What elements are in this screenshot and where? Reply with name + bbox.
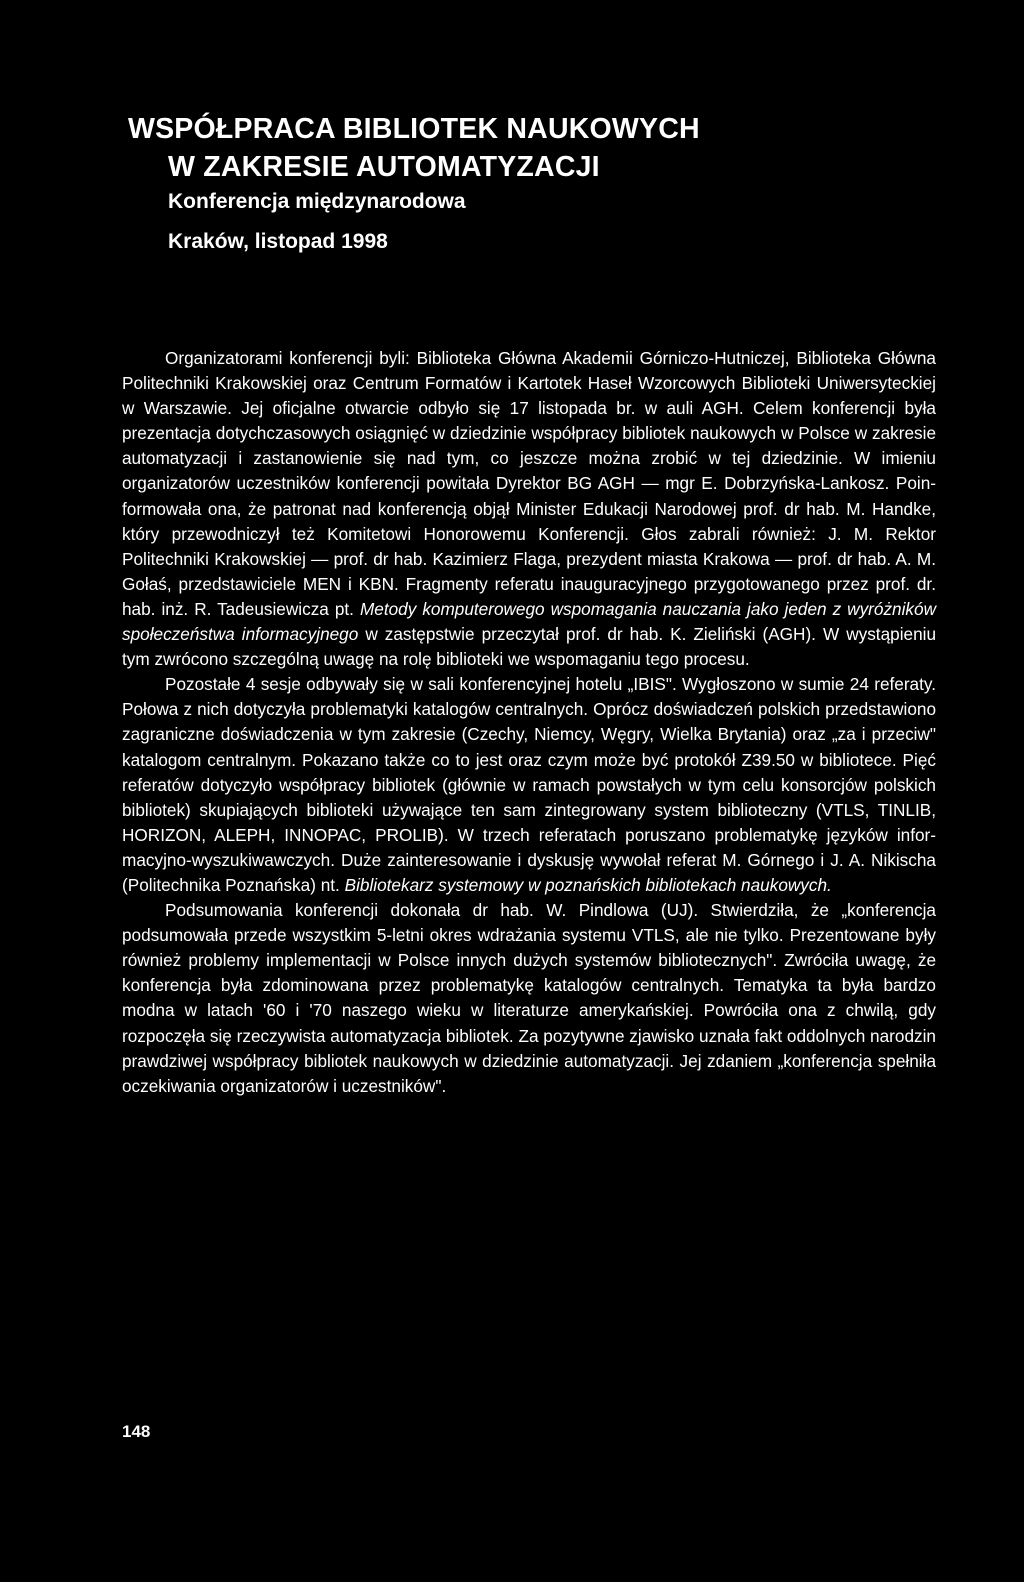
paragraph-1 <box>122 346 936 672</box>
paragraph-2-text-a: Pozostałe 4 sesje odbywały się w sali konferencyjnej hotelu „IBIS". Wygłoszono w sumie 24 referaty. Połowa z nich dotyczyła problematyki katalogów centralnych. Oprócz doświadczeń polskich przedstawiono zagraniczne doświadczenia w tym zakresie (Czechy, Niemcy, Węgry, Wielka Brytania) oraz „za i przeciw" katalogom centralnym. Pokazano także co to jest oraz czym może być protokół Z39.50 w bibliotece. Pięć referatów dotyczyło współpracy bibliotek (głównie w ramach powstałych w tym celu konsorcjów polskich bibliotek) skupiających biblioteki używające ten sam zintegrowany system biblioteczny (VTLS, TINLIB, HORIZON, ALEPH, INNOPAC, PROLIB). W trzech referatach poruszano problematykę języków informacyjno-wyszukiwawczych. Duże zainteresowanie i dyskusję wywołał referat M. Górnego i J. A. Nikischa (Politechnika Poznańska) nt. <box>122 674 936 895</box>
article-title-line-2: W ZAKRESIE AUTOMATYZACJI <box>168 151 600 183</box>
paragraph-1-italic-title: Metody komputerowego wspomagania nauczania jako jeden z wyróżników społeczeństwa informacyjnego <box>122 598 937 645</box>
paragraph-2 <box>122 672 936 898</box>
article-title <box>128 110 700 186</box>
article-title-line-1: WSPÓŁPRACA BIBLIOTEK NAUKOWYCH <box>128 113 700 145</box>
paragraph-1-text-b: w zastępstwie przeczytał prof. dr hab. K. Zieliński (AGH). W wystąpieniu tym zwrócono szczególną uwagę na rolę biblioteki we wspomaganiu tego procesu. <box>122 624 937 670</box>
article-body <box>122 346 936 1099</box>
paragraph-1-text-a: Organizatorami konferencji byli: Biblioteka Główna Akademii Górniczo-Hutniczej, Biblioteka Główna Politechniki Krakowskiej oraz Centrum Formatów i Kartotek Haseł Wzorcowych Biblioteki Uniwersyteckiej w Warszawie. Jej oficjalne otwarcie odbyło się 17 listopada br. w auli AGH. Celem konferencji była prezentacja dotychczasowych osiągnięć w dziedzinie współpracy bibliotek naukowych w Polsce w zakresie automatyzacji i zastanowienie się nad tym, co jeszcze można zrobić w tej dziedzinie. W imieniu organizatorów uczestników konferencji powitała Dyrektor BG AGH — mgr E. Dobrzyńska-Lankosz. Poinformowała ona, że patronat nad konferencją objął Minister Edukacji Narodowej prof. dr hab. M. Handke, który przewodniczył też Komitetowi Honorowemu Konferencji. Głos zabrali również: J. M. Rektor Politechniki Krakowskiej — prof. dr hab. Kazimierz Flaga, prezydent miasta Krakowa — prof. dr hab. A. M. Gołaś, przedstawiciele MEN i KBN. Fragmenty referatu inauguracyjnego przygotowanego przez prof. dr. hab. inż. R. Tadeusiewicza pt. <box>122 348 936 619</box>
page-number: 148 <box>122 1422 151 1441</box>
conference-place-date: Kraków, listopad 1998 <box>168 230 388 253</box>
paragraph-3-text: Podsumowania konferencji dokonała dr hab. W. Pindlowa (UJ). Stwierdziła, że „konferencja podsumowała przede wszystkim 5-letni okres wdrażania systemu VTLS, ale nie tylko. Prezentowane były również problemy implementacji w Polsce innych dużych systemów bibliotecznych". Zwróciła uwagę, że konferencja była zdominowana przez problematykę katalogów centralnych. Tematyka ta była bardzo modna w latach '60 i '70 naszego wieku w literaturze amerykańskiej. Powróciła ona z chwilą, gdy rozpoczęła się rzeczywista automatyzacja bibliotek. Za pozytywne zjawisko uznała fakt oddolnych narodzin prawdziwej współpracy bibliotek naukowych w dziedzinie automatyzacji. Jej zdaniem „konferencja spełniła oczekiwania organizatorów i uczestników". <box>122 900 936 1096</box>
paragraph-3 <box>122 898 936 1099</box>
conference-subtitle: Konferencja międzynarodowa <box>168 190 466 213</box>
paragraph-2-italic-title: Bibliotekarz systemowy w poznańskich bibliotekach naukowych. <box>344 874 832 895</box>
